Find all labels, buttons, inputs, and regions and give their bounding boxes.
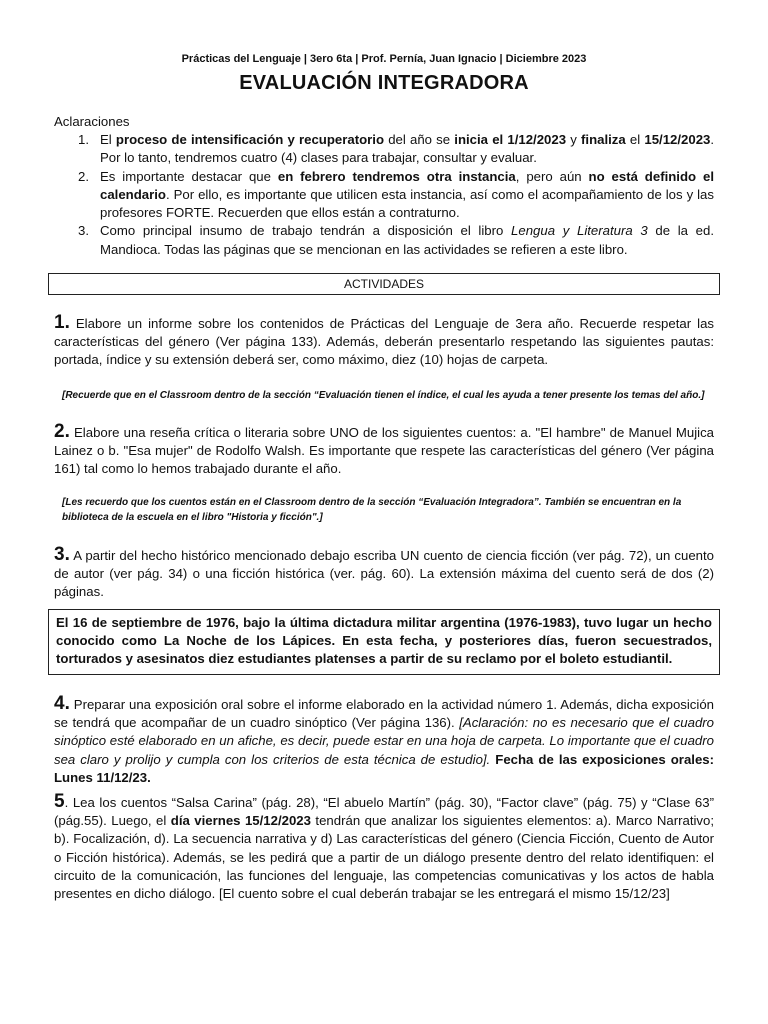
activity-number: 4. xyxy=(54,693,70,714)
historical-fact-box: El 16 de septiembre de 1976, bajo la última dictadura militar argentina (1976-1983), tuvo lugar un hecho conocido como La Noche de los Lápices. En esta fecha, y posteriores días, fueron secuestrados, torturados y asesinatos diez estudiantes platenses a partir de su reclamo por el boleto estudiantil. xyxy=(48,609,720,675)
page-title: EVALUACIÓN INTEGRADORA xyxy=(239,72,529,94)
item-number: 3. xyxy=(78,223,89,239)
activity-number: 3. xyxy=(54,544,70,565)
activity-1: 1. Elabore un informe sobre los contenidos de Prácticas del Lenguaje de 3era año. Recuerde respetar las características del género (Ver página 133). Además, deberán presentarlo respetando las siguientes pautas: portada, índice y su extensión deberá ser, como máximo, diez (10) hojas de carpeta. xyxy=(54,312,714,368)
activity-number: 5 xyxy=(54,791,65,812)
clarifications-list xyxy=(54,131,714,259)
activities-section-header: ACTIVIDADES xyxy=(48,273,720,295)
clarification-item-2: 2. Es importante destacar que en febrero tendremos otra instancia, pero aún no está definido el calendario. Por ello, es importante que utilicen esta instancia, así como el acompañamiento de los y las profesores FORTE. Recuerden que ellos están a contraturno. xyxy=(78,168,714,221)
activity-number: 2. xyxy=(54,421,70,442)
course-info-line: Prácticas del Lenguaje | 3ero 6ta | Prof. Pernía, Juan Ignacio | Diciembre 2023 xyxy=(181,53,587,65)
activity-number: 1. xyxy=(54,312,70,333)
clarifications-section xyxy=(54,113,714,259)
item-number: 2. xyxy=(78,168,89,184)
activity-4: 4. Preparar una exposición oral sobre el informe elaborado en la actividad número 1. Además, dicha exposición se tendrá que acompañar de un cuadro sinóptico (Ver página 136). [Aclaración: no es necesario que el cuadro sinóptico esté elaborado en un afiche, es decir, puede estar en una hoja de carpeta. Lo importante que el cuadro sea claro y prolijo y cumpla con los criterios de esta técnica de estudio]. Fecha de las exposiciones orales: Lunes 11/12/23. xyxy=(54,693,715,785)
activity-5: 5. Lea los cuentos “Salsa Carina” (pág. 28), “El abuelo Martín” (pág. 30), “Factor clave” (pág. 75) y “Clase 63” (pág.55). Luego, el día viernes 15/12/2023 tendrán que analizar los siguientes elementos: a). Marco Narrativo; b). Focalización, d). La secuencia narrativa y d) Las características del género (Ciencia Ficción, Cuento de Autor o Ficción histórica). Además, se les pedirá que a partir de un diálogo presente dentro del relato identifiquen: el circuito de la comunicación, las funciones del lenguaje, las competencias comunicativas y los actos de habla presentes en dicho diálogo. [El cuento sobre el cual deberán trabajar se les entregará el mismo 15/12/23] xyxy=(54,791,715,902)
activity-2-note: [Les recuerdo que los cuentos están en el Classroom dentro de la sección “Evaluación Integradora”. También se encuentran en la biblioteca de la escuela en el libro "Historia y ficción".] xyxy=(62,497,682,523)
activity-2: 2. Elabore una reseña crítica o literaria sobre UNO de los siguientes cuentos: a. "El hambre" de Manuel Mujica Lainez o b. "Esa mujer" de Rodolfo Walsh. Es importante que respete las características del género (Ver página 161) tal como lo hemos trabajado durante el año. xyxy=(54,421,714,477)
item-number: 1. xyxy=(78,132,89,148)
activity-1-note: [Recuerde que en el Classroom dentro de la sección “Evaluación tienen el índice, el cual les ayuda a tener presente los temas del año.] xyxy=(62,390,705,401)
clarifications-heading: Aclaraciones xyxy=(54,114,130,129)
activity-3: 3. A partir del hecho histórico mencionado debajo escriba UN cuento de ciencia ficción (ver pág. 72), un cuento de autor (ver pág. 34) o una ficción histórica (ver. pág. 60). La extensión máxima del cuento será de dos (2) páginas. xyxy=(54,544,714,600)
clarification-item-3: 3. Como principal insumo de trabajo tendrán a disposición el libro Lengua y Literatura 3 de la ed. Mandioca. Todas las páginas que se mencionan en las actividades se refieren a este libro. xyxy=(78,223,714,257)
clarification-item-1: 1. El proceso de intensificación y recuperatorio del año se inicia el 1/12/2023 y finaliza el 15/12/2023. Por lo tanto, tendremos cuatro (4) clases para trabajar, consultar y evaluar. xyxy=(78,132,715,166)
